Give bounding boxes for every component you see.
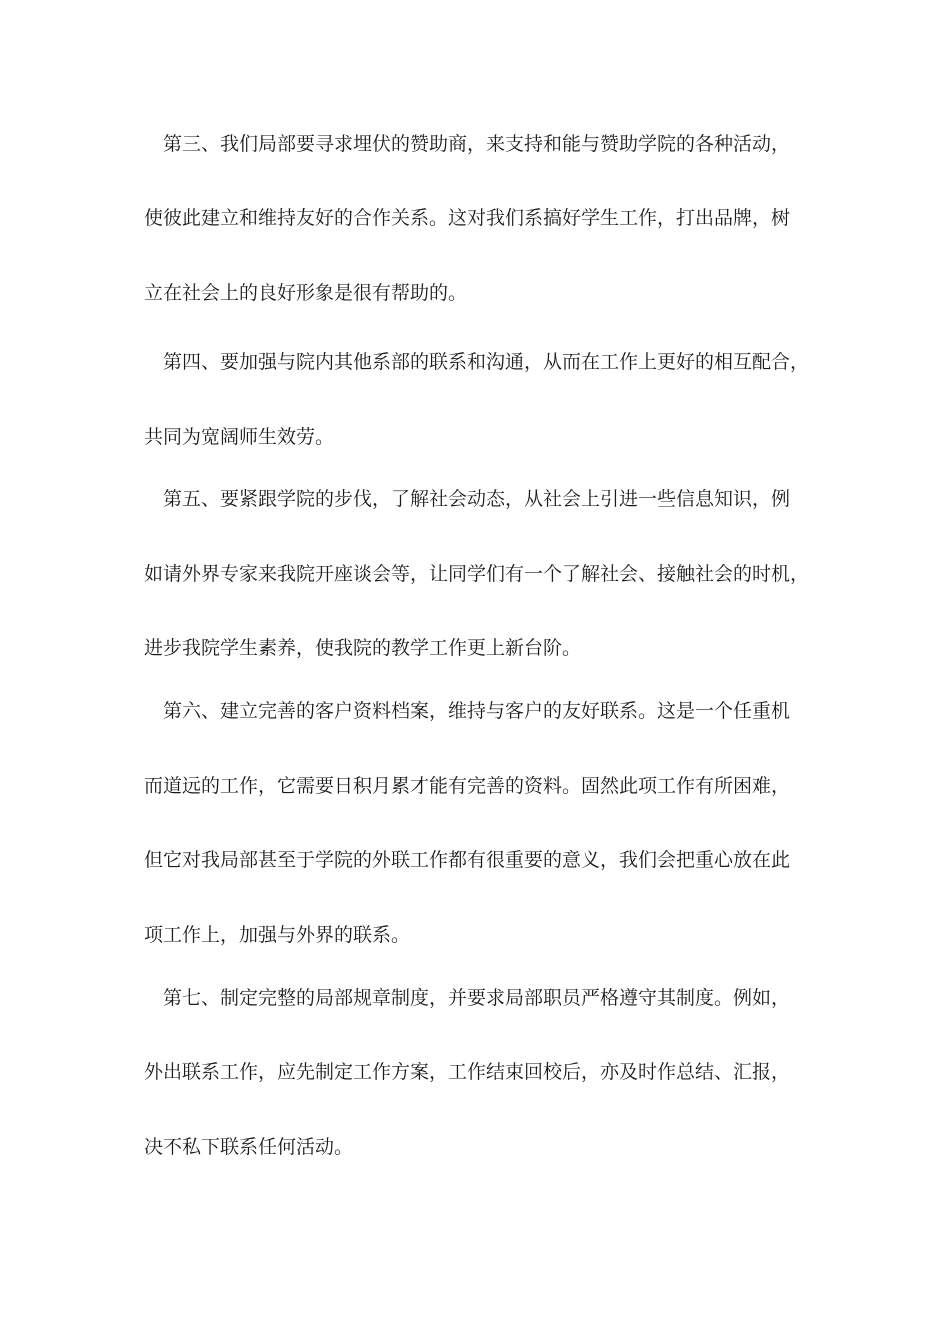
paragraph-6-line-2: 而道远的工作，它需要日积月累才能有完善的资料。固然此项工作有所困难， [144,775,791,797]
paragraph-7-line-1: 第七、制定完整的局部规章制度，并要求局部职员严格遵守其制度。例如， [163,987,791,1009]
paragraph-7-line-2: 外出联系工作，应先制定工作方案，工作结束回校后，亦及时作总结、汇报， [144,1061,791,1083]
paragraph-3-line-2: 使彼此建立和维持友好的合作关系。这对我们系搞好学生工作，打出品牌，树 [144,207,791,229]
paragraph-7-line-3: 决不私下联系任何活动。 [144,1136,354,1158]
paragraph-3-line-1: 第三、我们局部要寻求埋伏的赞助商，来支持和能与赞助学院的各种活动， [163,133,791,155]
paragraph-6-line-1: 第六、建立完善的客户资料档案，维持与客户的友好联系。这是一个任重机 [163,700,791,722]
paragraph-4-line-2: 共同为宽阔师生效劳。 [144,426,335,448]
paragraph-4-line-1: 第四、要加强与院内其他系部的联系和沟通，从而在工作上更好的相互配合， [163,351,810,373]
paragraph-5-line-1: 第五、要紧跟学院的步伐，了解社会动态，从社会上引进一些信息知识，例 [163,488,791,510]
paragraph-6-line-4: 项工作上，加强与外界的联系。 [144,924,411,946]
paragraph-6-line-3: 但它对我局部甚至于学院的外联工作都有很重要的意义，我们会把重心放在此 [144,849,791,871]
paragraph-5-line-3: 进步我院学生素养，使我院的教学工作更上新台阶。 [144,637,582,659]
paragraph-3-line-3: 立在社会上的良好形象是很有帮助的。 [144,282,468,304]
paragraph-5-line-2: 如请外界专家来我院开座谈会等，让同学们有一个了解社会、接触社会的时机， [144,563,810,585]
